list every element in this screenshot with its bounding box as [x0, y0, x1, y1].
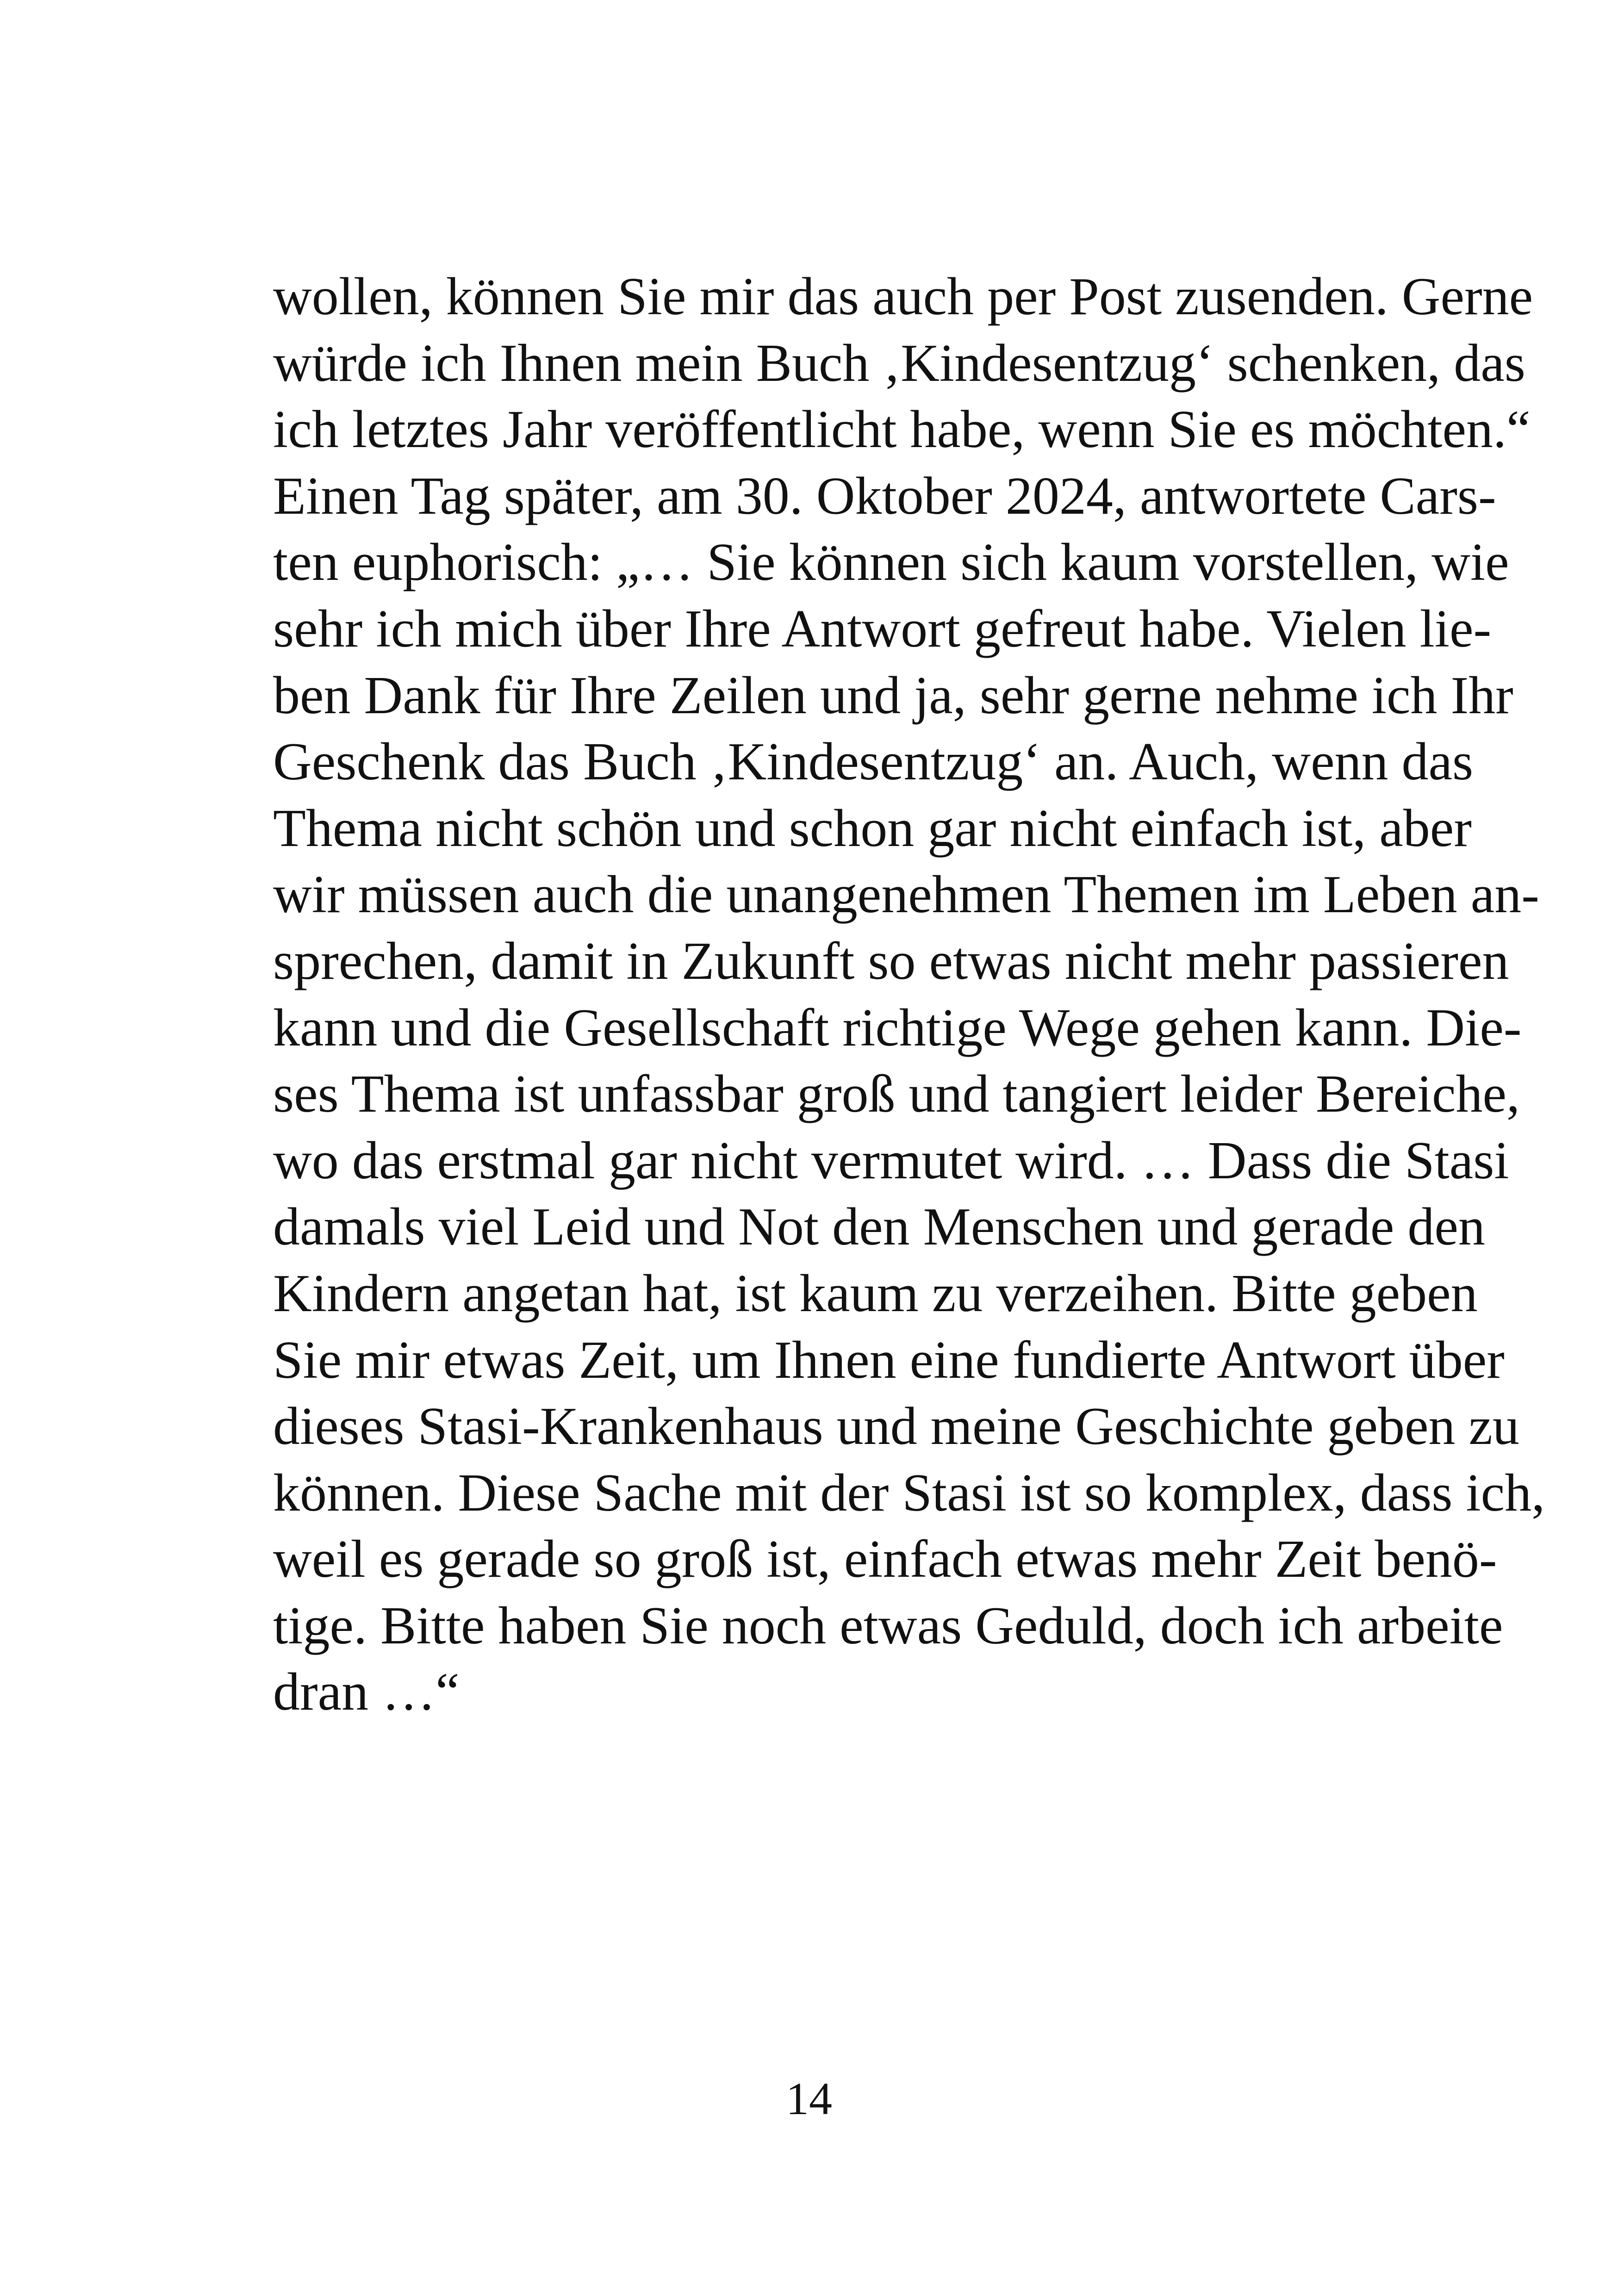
text-line: ten euphorisch: „… Sie können sich kaum vorstellen, wie: [273, 533, 1509, 592]
text-line: können. Diese Sache mit der Stasi ist so komplex, dass ich,: [273, 1463, 1545, 1523]
text-line: ich letztes Jahr veröffentlicht habe, wenn Sie es möchten.“: [273, 400, 1531, 460]
text-line: Einen Tag später, am 30. Oktober 2024, antwortete Cars-: [273, 466, 1496, 526]
text-line: sprechen, damit in Zukunft so etwas nicht mehr passieren: [273, 931, 1509, 991]
text-line: ses Thema ist unfassbar groß und tangiert leider Bereiche,: [273, 1064, 1520, 1124]
text-line: tige. Bitte haben Sie noch etwas Geduld, doch ich arbeite: [273, 1596, 1503, 1655]
text-line: dieses Stasi-Krankenhaus und meine Geschichte geben zu: [273, 1397, 1519, 1456]
text-line: damals viel Leid und Not den Menschen und gerade den: [273, 1197, 1485, 1257]
text-line: wo das erstmal gar nicht vermutet wird. … Dass die Stasi: [273, 1131, 1509, 1190]
text-line: würde ich Ihnen mein Buch ‚Kindesentzug‘ schenken, das: [273, 333, 1525, 393]
text-line: wollen, können Sie mir das auch per Post zusenden. Gerne: [273, 267, 1533, 326]
text-line: weil es gerade so groß ist, einfach etwas mehr Zeit benö-: [273, 1530, 1497, 1589]
text-line-last: dran …“: [273, 1662, 460, 1722]
text-line: Sie mir etwas Zeit, um Ihnen eine fundierte Antwort über: [273, 1330, 1505, 1390]
text-line: kann und die Gesellschaft richtige Wege gehen kann. Die-: [273, 998, 1522, 1058]
text-line: sehr ich mich über Ihre Antwort gefreut habe. Vielen lie-: [273, 599, 1492, 659]
text-line: Geschenk das Buch ‚Kindesentzug‘ an. Auch, wenn das: [273, 732, 1474, 792]
text-line: wir müssen auch die unangenehmen Themen im Leben an-: [273, 865, 1539, 925]
text-line: Thema nicht schön und schon gar nicht einfach ist, aber: [273, 798, 1472, 858]
text-line: ben Dank für Ihre Zeilen und ja, sehr gerne nehme ich Ihr: [273, 666, 1513, 725]
text-line: Kindern angetan hat, ist kaum zu verzeihen. Bitte geben: [273, 1263, 1478, 1323]
body-text: [273, 264, 1545, 1726]
page-number: 14: [786, 2073, 832, 2124]
